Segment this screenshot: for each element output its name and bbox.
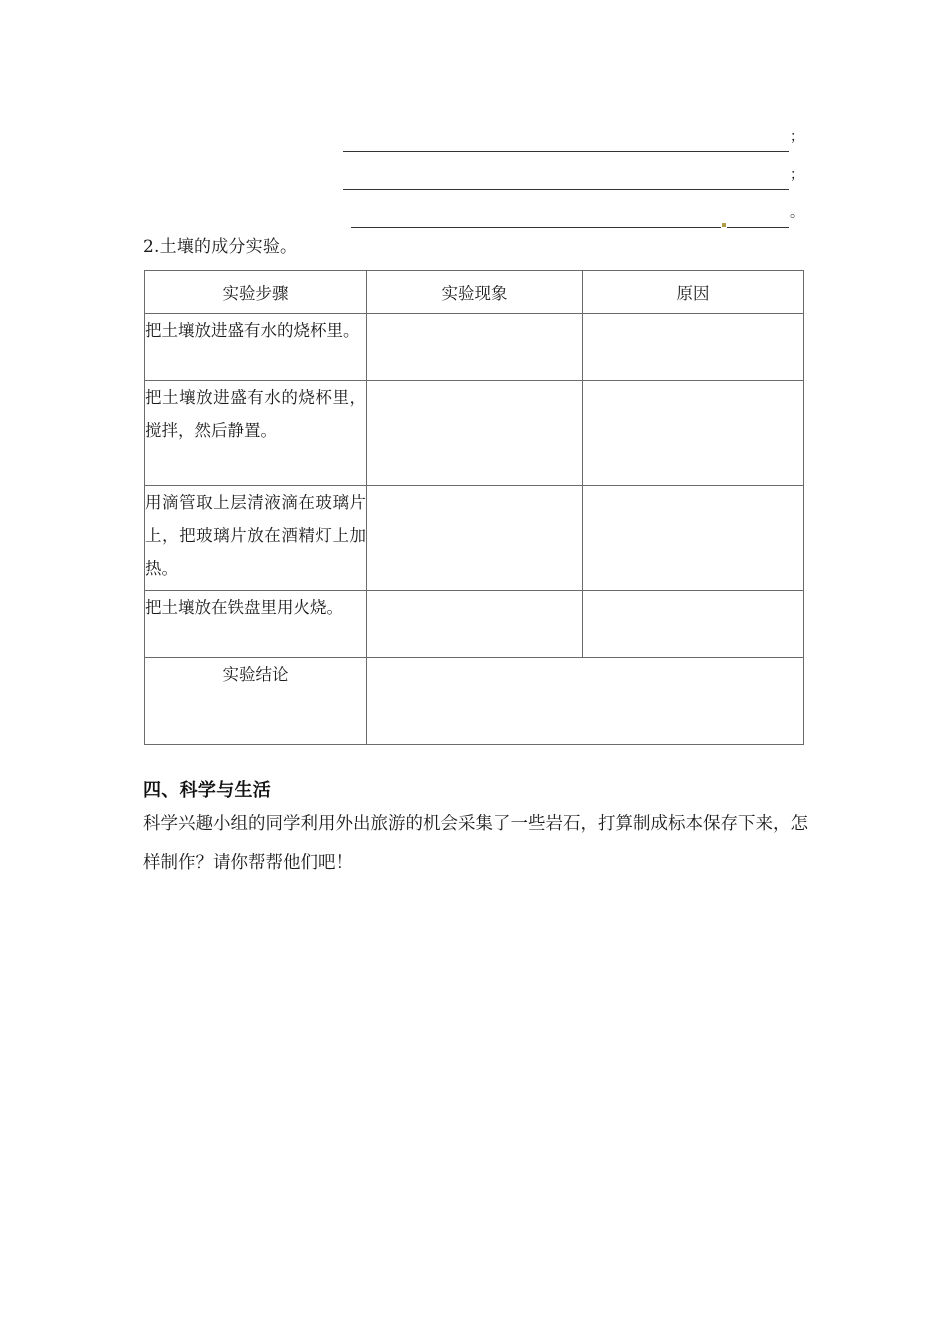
answer-line-1[interactable]	[144, 118, 804, 156]
answer-rule-1	[343, 151, 789, 152]
table-row	[145, 381, 804, 486]
soil-composition-experiment-table	[144, 270, 804, 745]
column-header-step: 实验步骤	[145, 271, 367, 314]
conclusion-answer-cell[interactable]	[367, 658, 804, 745]
cell-phenomenon-4[interactable]	[367, 591, 583, 658]
cell-step-2: 把土壤放进盛有水的烧杯里，搅拌，然后静置。	[145, 381, 367, 486]
question-label-2: 2.土壤的成分实验。	[143, 237, 298, 257]
cell-reason-2[interactable]	[583, 381, 804, 486]
answer-line-3-punctuation: 。	[790, 205, 804, 221]
cell-phenomenon-1[interactable]	[367, 314, 583, 381]
answer-rule-3a	[351, 227, 721, 228]
answer-rule-3b	[727, 227, 789, 228]
answer-line-1-punctuation: ；	[790, 129, 804, 145]
conclusion-label: 实验结论	[145, 658, 367, 745]
column-header-phenomenon: 实验现象	[367, 271, 583, 314]
answer-line-3[interactable]	[144, 194, 804, 232]
cell-reason-4[interactable]	[583, 591, 804, 658]
cell-step-4: 把土壤放在铁盘里用火烧。	[145, 591, 367, 658]
table-row	[145, 486, 804, 591]
cell-phenomenon-2[interactable]	[367, 381, 583, 486]
cell-reason-1[interactable]	[583, 314, 804, 381]
table-conclusion-row	[145, 658, 804, 745]
answer-lines-group	[144, 118, 804, 232]
cell-reason-3[interactable]	[583, 486, 804, 591]
answer-rule-2	[343, 189, 789, 190]
cell-step-3: 用滴管取上层清液滴在玻璃片上，把玻璃片放在酒精灯上加热。	[145, 486, 367, 591]
cell-phenomenon-3[interactable]	[367, 486, 583, 591]
section-four-question-text: 科学兴趣小组的同学利用外出旅游的机会采集了一些岩石，打算制成标本保存下来，怎样制作？请你帮帮他们吧！	[143, 814, 808, 873]
table-row	[145, 314, 804, 381]
table-header-row	[145, 271, 804, 314]
cell-step-1: 把土壤放进盛有水的烧杯里。	[145, 314, 367, 381]
table-row	[145, 591, 804, 658]
section-heading-four: 四、科学与生活	[143, 780, 272, 801]
ink-speck-artifact	[722, 223, 726, 227]
column-header-reason: 原因	[583, 271, 804, 314]
answer-line-2[interactable]	[144, 156, 804, 194]
answer-line-2-punctuation: ；	[790, 167, 804, 183]
